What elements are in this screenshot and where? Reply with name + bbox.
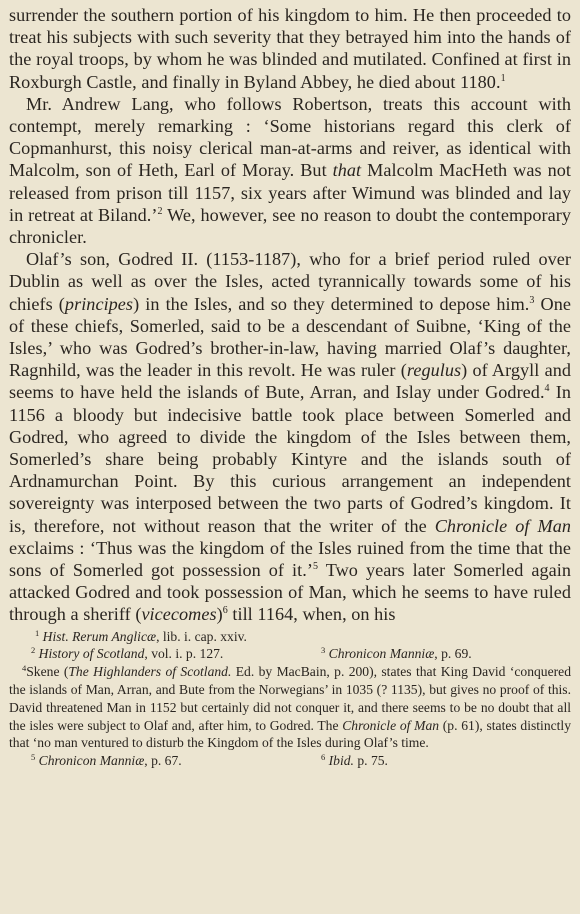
text-run: , lib. i. cap. xxiv. <box>156 628 247 644</box>
footnote-ref: 5 <box>31 752 36 763</box>
text-run: ) <box>216 604 223 625</box>
italic-text: principes <box>64 293 134 314</box>
text-run: Two years later Somerled again attacked Godred and took possession of Man, which he seems to have ruled through a sheriff ( <box>9 560 572 625</box>
italic-text: Chronicon Manniæ <box>328 646 435 662</box>
italic-text: that <box>332 160 362 181</box>
footnote-5 <box>31 752 321 770</box>
italic-text: vicecomes <box>141 604 217 625</box>
footnote-ref: 6 <box>321 752 326 763</box>
text-run: , p. 69. <box>434 646 472 662</box>
paragraph-wimund-end <box>9 4 571 93</box>
text-run: exclaims : ‘Thus was the kingdom of the Isles ruined from the time that the sons of Somerled got possession of it.’ <box>9 537 571 581</box>
italic-text: Chronicle of Man <box>434 515 571 536</box>
text-run: Olaf’s son, Godred II. (1153-1187), who for a brief period ruled over Dublin as well as over the Isles, acted tyrannically towards some of his chiefs ( <box>9 249 571 314</box>
footnote-ref: 1 <box>35 627 40 638</box>
footnote-ref: 4 <box>22 663 27 674</box>
italic-text: Hist. Rerum Anglicæ <box>42 628 157 644</box>
footnote-ref: 4 <box>544 383 550 395</box>
body-text <box>9 4 571 626</box>
footnotes <box>9 628 571 770</box>
text-run: Skene ( <box>26 664 69 680</box>
footnote-row-2-3 <box>9 645 571 663</box>
text-run: (p. 61), states distinctly that ‘no man ventured to disturb the Kingdom of the Isles during Olaf’s time. <box>9 717 571 751</box>
text-run: Malcolm MacHeth was not released from prison till 1157, six years after Wimund was blinded and lay in retreat at Biland.’ <box>9 160 571 225</box>
footnote-4 <box>9 663 571 752</box>
footnote-ref: 2 <box>157 205 163 217</box>
footnote-ref: 3 <box>321 645 326 656</box>
text-run: In 1156 a bloody but indecisive battle took place between Somerled and Godred, who agreed to divide the kingdom of the Isles between them, Somerled’s share being probably Kintyre and the islands south of Ardnamurchan Point. By this curious arrangement an independent sovereignty was interposed between the two parts of Godred’s kingdom. It is, therefore, not without reason that the writer of the <box>9 382 571 536</box>
italic-text: History of Scotland <box>38 646 145 662</box>
footnote-ref: 3 <box>529 294 535 306</box>
footnote-1 <box>9 628 571 646</box>
italic-text: The Highlanders of Scotland. <box>68 664 232 680</box>
text-run: One of these chiefs, Somerled, said to be a descendant of Suibne, ‘King of the Isles,’ who was Godred’s brother-in-law, having married Olaf’s daughter, Ragnhild, was the leader in this revolt. He was ruler ( <box>9 293 571 381</box>
italic-text: Ibid. <box>328 753 354 769</box>
text-run: surrender the southern portion of his kingdom to him. He then proceeded to treat his subjects with such severity that they betrayed him into the hands of the royal troops, by whom he was blinded and mutilated. Confined at first in Roxburgh Castle, and finally in Byland Abbey, he died about 1180. <box>9 5 571 92</box>
text-run: p. 75. <box>353 753 388 769</box>
footnote-row-5-6 <box>9 752 571 770</box>
text-run: , p. 67. <box>144 753 182 769</box>
paragraph-andrew-lang <box>9 93 571 248</box>
footnote-ref: 5 <box>312 561 319 573</box>
italic-text: regulus <box>406 360 462 381</box>
footnote-2 <box>31 645 321 663</box>
text-run: Ed. by MacBain, p. 200), states that King David ‘conquered the islands of Man, Arran, and Bute from the Norwegians’ in 1035 (? 1135), but gives no proof of this. David threatened Man in 1152 but certainly did not conquer it, and there seems to be no doubt that all the isles were subject to Olaf and, after him, to Godred. The <box>9 664 571 733</box>
paragraph-godred-ii <box>9 248 571 625</box>
text-run: , vol. i. p. 127. <box>144 646 224 662</box>
footnote-6 <box>321 752 388 770</box>
italic-text: Chronicle of Man <box>342 717 440 733</box>
text-run: Mr. Andrew Lang, who follows Robertson, treats this account with contempt, merely remarking : ‘Some historians regard this clerk of Copmanhurst, this noisy clerical man-at-arms and reiver, as identical with Malcolm, son of Heth, Earl of Moray. But <box>9 93 571 181</box>
text-run: We, however, see no reason to doubt the contemporary chronicler. <box>9 204 571 248</box>
text-run: ) in the Isles, and so they determined to depose him. <box>133 293 530 314</box>
italic-text: Chronicon Manniæ <box>38 753 145 769</box>
footnote-3 <box>321 645 472 663</box>
footnote-ref: 6 <box>222 605 228 617</box>
footnote-ref: 1 <box>500 72 506 84</box>
text-run: till 1164, when, on his <box>227 604 396 625</box>
footnote-ref: 2 <box>31 645 36 656</box>
text-run: ) of Argyll and seems to have held the islands of Bute, Arran, and Islay under Godred. <box>9 360 571 403</box>
